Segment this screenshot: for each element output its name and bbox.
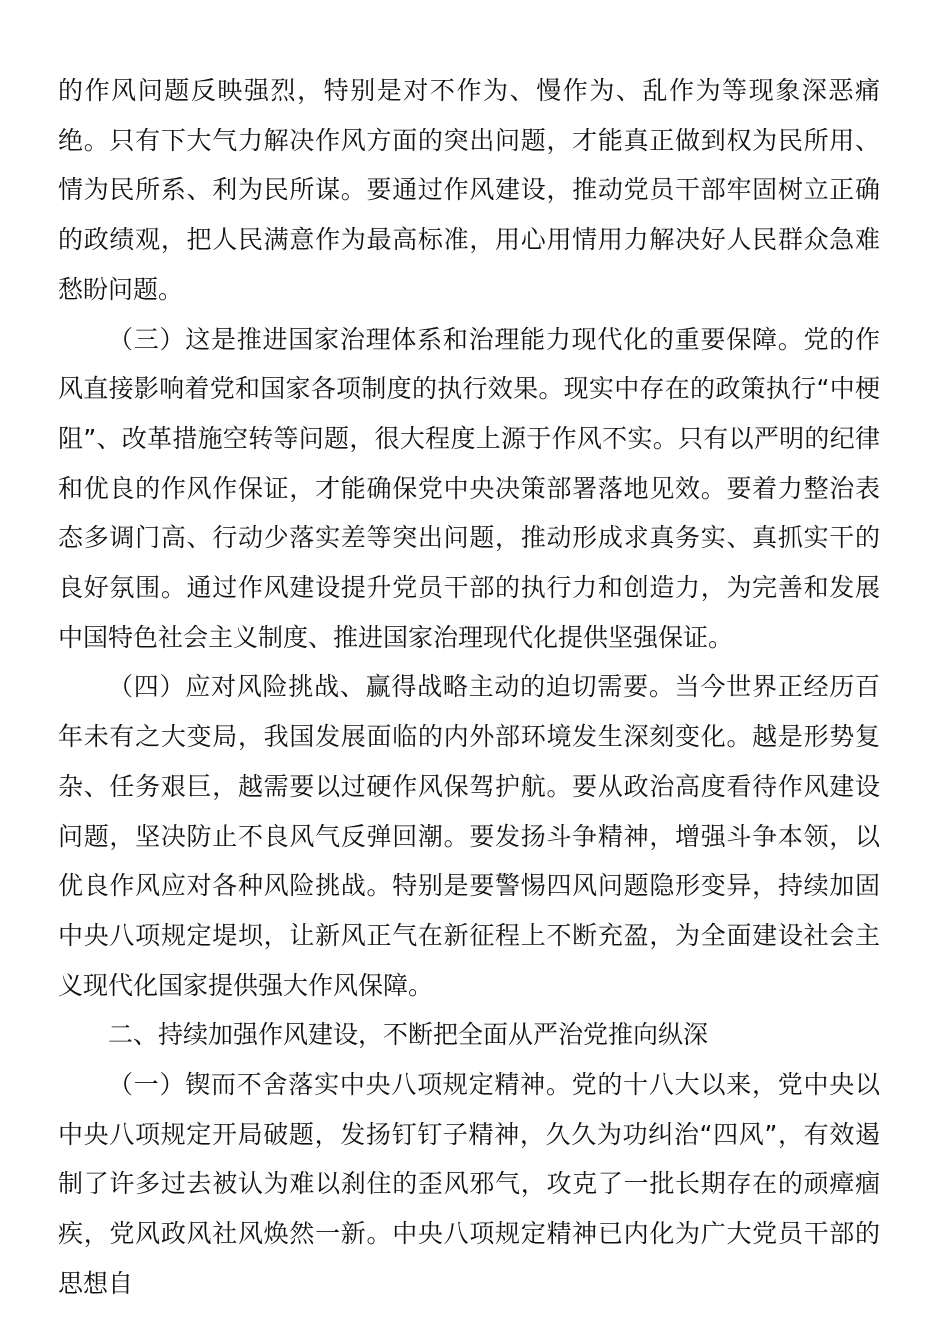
section-heading-2: 二、持续加强作风建设，不断把全面从严治党推向纵深 [108, 1020, 709, 1050]
document-body [58, 66, 880, 1309]
paragraph-continuation: 的作风问题反映强烈，特别是对不作为、慢作为、乱作为等现象深恶痛绝。只有下大气力解决作风方面的突出问题，才能真正做到权为民所用、情为民所系、利为民所谋。要通过作风建设，推动党员干部牢固树立正确的政绩观，把人民满意作为最高标准，用心用情用力解决好人民群众急难愁盼问题。 [58, 76, 880, 304]
paragraph-section-3: （三）这是推进国家治理体系和治理能力现代化的重要保障。党的作风直接影响着党和国家各项制度的执行效果。现实中存在的政策执行“中梗阻”、改革措施空转等问题，很大程度上源于作风不实。只有以严明的纪律和优良的作风作保证，才能确保党中央决策部署落地见效。要着力整治表态多调门高、行动少落实差等突出问题，推动形成求真务实、真抓实干的良好氛围。通过作风建设提升党员干部的执行力和创造力，为完善和发展中国特色社会主义制度、推进国家治理现代化提供坚强保证。 [58, 324, 880, 652]
paragraph-section-4: （四）应对风险挑战、赢得战略主动的迫切需要。当今世界正经历百年未有之大变局，我国发展面临的内外部环境发生深刻变化。越是形势复杂、任务艰巨，越需要以过硬作风保驾护航。要从政治高度看待作风建设问题，坚决防止不良风气反弹回潮。要发扬斗争精神，增强斗争本领，以优良作风应对各种风险挑战。特别是要警惕四风问题隐形变异，持续加固中央八项规定堤坝，让新风正气在新征程上不断充盈，为全面建设社会主义现代化国家提供强大作风保障。 [58, 672, 880, 1000]
paragraph-subsection-1: （一）锲而不舍落实中央八项规定精神。党的十八大以来，党中央以中央八项规定开局破题，发扬钉钉子精神，久久为功纠治“四风”，有效遏制了许多过去被认为难以刹住的歪风邪气，攻克了一批长期存在的顽瘴痼疾，党风政风社风焕然一新。中央八项规定精神已内化为广大党员干部的思想自 [58, 1070, 880, 1298]
